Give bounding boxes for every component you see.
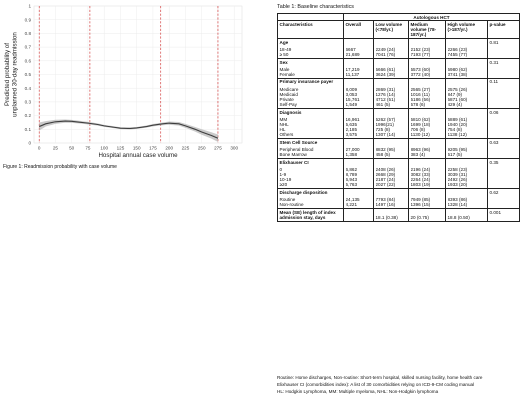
x-tick-label: 100	[100, 145, 109, 151]
medium-value: 7949 (85)	[410, 196, 431, 202]
low-value: 2187 (24)	[375, 177, 396, 183]
y-axis-label-line2: unplanned 30-day readmission	[11, 32, 19, 117]
spacer	[448, 160, 486, 167]
overall-value: 17,219	[345, 66, 360, 72]
overall-value: 24,135	[345, 196, 360, 202]
low-cell	[374, 158, 409, 188]
medium-cell	[409, 58, 446, 78]
high-value: 5889 (61)	[447, 116, 468, 122]
spacer	[448, 110, 486, 117]
overall-value: 6,862	[345, 166, 357, 172]
low-value: 1307 (14)	[375, 132, 396, 138]
figure-caption: Figure 1: Readmission probability with case volume	[3, 164, 117, 170]
high-value: 847 (9)	[447, 91, 463, 97]
row-label: HL	[279, 127, 286, 133]
table-row	[278, 189, 520, 209]
medium-value: 1016 (11)	[410, 91, 430, 97]
spacer	[346, 140, 372, 147]
table-row	[278, 58, 520, 78]
y-tick-label: 0.6	[24, 58, 31, 64]
high-value: 429 (4)	[447, 102, 463, 108]
low-value: 2249 (24)	[375, 46, 396, 52]
medium-cell	[409, 158, 446, 188]
empty-header-cell	[278, 14, 344, 21]
characteristic-cell	[278, 108, 344, 138]
los-row	[278, 208, 520, 221]
high-cell	[446, 78, 488, 108]
section-title: Discharge disposition	[279, 189, 328, 195]
medium-value: 5573 (60)	[410, 66, 431, 72]
row-label: 0	[279, 166, 283, 172]
high-cell	[446, 158, 488, 188]
high-value: 2575 (26)	[447, 86, 468, 92]
spacer	[448, 40, 486, 47]
low-value: 1497 (16)	[375, 202, 396, 208]
footnote: Routine: Home discharges, Non-routine: Short-term hospital, skilled nursing facility, home health care	[277, 375, 483, 380]
table-body	[278, 39, 520, 222]
spacer	[346, 40, 372, 47]
section-title: Elixhauser CI	[279, 159, 309, 165]
medium-value: 1803 (19)	[410, 182, 431, 188]
low-value: 725 (8)	[375, 127, 391, 133]
x-tick-label: 300	[230, 145, 239, 151]
spacer	[376, 79, 407, 86]
low-value: 7793 (84)	[375, 196, 396, 202]
column-header: Characteristics	[278, 21, 344, 39]
p-value-cell: 0.62	[488, 189, 520, 209]
low-value: 8832 (95)	[375, 146, 396, 152]
medium-cell	[409, 189, 446, 209]
spacer	[376, 190, 407, 197]
overall-value: 1,549	[345, 102, 357, 108]
high-cell	[446, 39, 488, 59]
high-value: 1328 (14)	[447, 202, 468, 208]
spacer	[376, 160, 407, 167]
x-tick-label: 200	[165, 145, 174, 151]
medium-cell	[409, 78, 446, 108]
spacer	[411, 110, 444, 117]
column-header-row	[278, 21, 520, 39]
y-tick-label: 0.3	[24, 99, 31, 105]
medium-value: 2152 (23)	[410, 46, 431, 52]
overall-value: 8,009	[345, 86, 357, 92]
x-tick-label: 225	[181, 145, 190, 151]
low-value: 5262 (57)	[375, 116, 396, 122]
p-value-cell: 0.81	[488, 39, 520, 59]
medium-value: 2565 (27)	[410, 86, 431, 92]
column-header: Low volume (<78/yr.)	[374, 21, 409, 39]
medium-cell	[409, 139, 446, 159]
medium-value: 2264 (24)	[410, 177, 431, 183]
low-value: 2027 (22)	[375, 182, 396, 188]
characteristic-cell	[278, 158, 344, 188]
x-tick-label: 25	[52, 145, 59, 151]
y-tick-label: 0.1	[24, 126, 31, 132]
row-label: Medicaid	[279, 91, 298, 97]
overall-value: 5,635	[345, 121, 357, 127]
characteristic-cell	[278, 58, 344, 78]
spacer	[346, 60, 372, 67]
high-value: 7455 (77)	[447, 52, 468, 58]
row-label: Self-Pay	[279, 102, 297, 108]
footnote: HL: Hodgkin Lymphoma, MM: Multiple myeloma, NHL: Non-Hodgkin lymphoma	[277, 389, 439, 394]
low-value: 2408 (26)	[375, 166, 396, 172]
row-label: NHL	[279, 121, 289, 127]
medium-value: 5186 (56)	[410, 96, 431, 102]
y-tick-label: 0.2	[24, 113, 31, 119]
high-cell	[446, 189, 488, 209]
los-low-cell: 18.1 (0.38)	[374, 208, 409, 221]
section-title: Diagnosis	[279, 109, 302, 115]
medium-value: 706 (8)	[410, 127, 426, 133]
spacer	[376, 40, 407, 47]
row-label: Peripheral Blood	[279, 146, 314, 152]
p-value-cell: 0.63	[488, 139, 520, 159]
row-label: Bone Marrow	[279, 152, 307, 158]
characteristic-cell	[278, 39, 344, 59]
medium-value: 3082 (33)	[410, 171, 431, 177]
table-row	[278, 139, 520, 159]
low-value: 458 (5)	[375, 152, 391, 158]
low-cell	[374, 78, 409, 108]
column-header: Medium volume (78-187/yr.)	[409, 21, 446, 39]
spacer	[376, 140, 407, 147]
medium-cell	[409, 39, 446, 59]
high-value: 8393 (86)	[447, 196, 468, 202]
x-tick-label: 75	[85, 145, 91, 151]
low-value: 1276 (14)	[375, 91, 396, 97]
spacer	[448, 140, 486, 147]
high-value: 1940 (20)	[447, 121, 468, 127]
spacer	[346, 160, 372, 167]
readmission-figure	[0, 0, 250, 200]
overall-value: 16,961	[345, 116, 360, 122]
baseline-characteristics-table	[277, 13, 520, 222]
spacer	[448, 79, 486, 86]
x-tick-label: 0	[37, 145, 41, 151]
overall-value: 3,053	[345, 91, 357, 97]
los-high-cell: 18.8 (0.50)	[446, 208, 488, 221]
spacer	[346, 110, 372, 117]
row-label: ≥ 50	[279, 52, 289, 58]
low-value: 2668 (29)	[375, 171, 396, 177]
medium-value: 1396 (15)	[410, 202, 431, 208]
spacer	[411, 160, 444, 167]
column-header: p-value	[488, 21, 520, 39]
low-value: 3624 (39)	[375, 71, 396, 77]
row-label: 1-9	[279, 171, 287, 177]
x-tick-label: 50	[69, 145, 75, 151]
medium-value: 3772 (40)	[410, 71, 431, 77]
low-cell	[374, 39, 409, 59]
high-value: 517 (5)	[447, 152, 463, 158]
y-tick-label: 0.7	[24, 44, 31, 50]
overall-value: 4,221	[345, 202, 357, 208]
high-value: 3741 (38)	[447, 71, 468, 77]
group-header-row	[278, 14, 520, 21]
high-value: 754 (8)	[447, 127, 463, 133]
row-label: Female	[279, 71, 295, 77]
low-cell	[374, 108, 409, 138]
medium-value: 578 (6)	[410, 102, 426, 108]
spacer	[411, 190, 444, 197]
spacer	[448, 60, 486, 67]
spacer	[411, 60, 444, 67]
overall-cell	[344, 39, 374, 59]
characteristic-cell	[278, 78, 344, 108]
x-axis-label: Hospital annual case volume	[98, 152, 178, 159]
characteristic-cell	[278, 189, 344, 209]
row-label: 18-49	[279, 46, 292, 52]
low-value: 4712 (51)	[375, 96, 396, 102]
group-header: Autologous HCT	[344, 14, 520, 21]
spacer	[346, 79, 372, 86]
medium-value: 2196 (24)	[410, 166, 431, 172]
high-value: 2492 (26)	[447, 177, 468, 183]
low-cell	[374, 139, 409, 159]
los-medium-cell: 20 (0.75)	[409, 208, 446, 221]
row-label: 10-19	[279, 177, 292, 183]
low-value: 2869 (31)	[375, 86, 396, 92]
high-cell	[446, 58, 488, 78]
y-tick-label: 0.8	[24, 31, 31, 36]
row-label: Private	[279, 96, 294, 102]
footnote: Elixhauser CI (comorbidities index): A list of 30 comorbidities relying on ICD-9-CM coding manual	[277, 382, 475, 387]
overall-cell	[344, 78, 374, 108]
overall-value: 3,575	[345, 132, 357, 138]
x-tick-label: 150	[132, 145, 141, 151]
p-value-cell: 0.11	[488, 78, 520, 108]
column-header: Overall	[344, 21, 374, 39]
characteristic-cell	[278, 139, 344, 159]
overall-value: 27,000	[345, 146, 360, 152]
row-label: MM	[279, 116, 288, 122]
y-axis-label-line1: Predicted probability of	[4, 43, 11, 106]
high-cell	[446, 139, 488, 159]
low-cell	[374, 58, 409, 78]
medium-value: 8963 (96)	[410, 146, 431, 152]
row-label: Medicare	[279, 86, 299, 92]
column-header: High volume (>187/yr.)	[446, 21, 488, 39]
p-value-cell: 0.31	[488, 58, 520, 78]
table-row	[278, 108, 520, 138]
overall-cell	[344, 158, 374, 188]
table-footnotes	[277, 374, 519, 395]
x-tick-label: 275	[214, 145, 222, 151]
y-tick-label: 0.4	[24, 85, 31, 91]
high-value: 1933 (20)	[447, 182, 468, 188]
low-value: 7041 (76)	[375, 52, 396, 58]
readmission-chart	[0, 0, 250, 162]
medium-value: 7193 (77)	[410, 52, 431, 58]
table-row	[278, 78, 520, 108]
y-tick-label: 0	[28, 140, 31, 146]
overall-value: 2,185	[345, 127, 357, 133]
section-title: Age	[279, 39, 289, 45]
table-title: Table 1: Baseline characteristics	[277, 4, 355, 10]
x-tick-label: 175	[149, 145, 157, 151]
medium-cell	[409, 108, 446, 138]
overall-cell	[344, 108, 374, 138]
low-cell	[374, 189, 409, 209]
medium-value: 5810 (62)	[410, 116, 431, 122]
x-tick-label: 125	[116, 145, 125, 151]
section-title: Stem Cell Source	[279, 139, 318, 145]
spacer	[346, 190, 372, 197]
high-value: 1138 (12)	[447, 132, 467, 138]
row-label: Non-routine	[279, 202, 304, 208]
high-value: 2266 (23)	[447, 46, 468, 52]
table-row	[278, 158, 520, 188]
los-label: Mean (SE) length of index admission stay, days	[278, 208, 344, 221]
high-value: 2258 (23)	[447, 166, 468, 172]
overall-value: 8,789	[345, 171, 357, 177]
spacer	[411, 40, 444, 47]
medium-value: 383 (4)	[410, 152, 426, 158]
overall-value: 21,689	[345, 52, 360, 58]
y-tick-label: 0.5	[24, 72, 31, 78]
high-cell	[446, 108, 488, 138]
spacer	[411, 79, 444, 86]
low-value: 1996(21)	[375, 121, 394, 127]
x-tick-label: 250	[197, 145, 206, 151]
low-value: 461 (5)	[375, 102, 391, 108]
overall-value: 11,137	[345, 71, 360, 77]
overall-value: 6667	[345, 46, 356, 52]
medium-value: 1130 (12)	[410, 132, 430, 138]
p-value-cell: 0.35	[488, 158, 520, 188]
row-label: Routine	[279, 196, 296, 202]
row-label: ≥20	[279, 182, 288, 188]
overall-cell	[344, 189, 374, 209]
los-overall-cell	[344, 208, 374, 221]
row-label: Others	[279, 132, 294, 138]
y-tick-label: 1	[28, 3, 31, 9]
low-value: 5666 (61)	[375, 66, 396, 72]
medium-value: 1699 (18)	[410, 121, 431, 127]
overall-value: 5,763	[345, 182, 357, 188]
los-p-cell: 0.001	[488, 208, 520, 221]
overall-cell	[344, 139, 374, 159]
section-title: Sex	[279, 59, 288, 65]
spacer	[376, 110, 407, 117]
overall-cell	[344, 58, 374, 78]
overall-value: 1,358	[345, 152, 357, 158]
table-row	[278, 39, 520, 59]
high-value: 5871 (60)	[447, 96, 468, 102]
high-value: 5980 (62)	[447, 66, 468, 72]
section-title: Primary insurance payer	[279, 79, 334, 85]
spacer	[376, 60, 407, 67]
high-value: 3039 (31)	[447, 171, 468, 177]
y-tick-label: 0.9	[24, 17, 31, 23]
overall-value: 6,943	[345, 177, 357, 183]
p-value-cell: 0.06	[488, 108, 520, 138]
overall-value: 15,761	[345, 96, 360, 102]
row-label: Male	[279, 66, 290, 72]
high-value: 9205 (95)	[447, 146, 468, 152]
spacer	[448, 190, 486, 197]
spacer	[411, 140, 444, 147]
